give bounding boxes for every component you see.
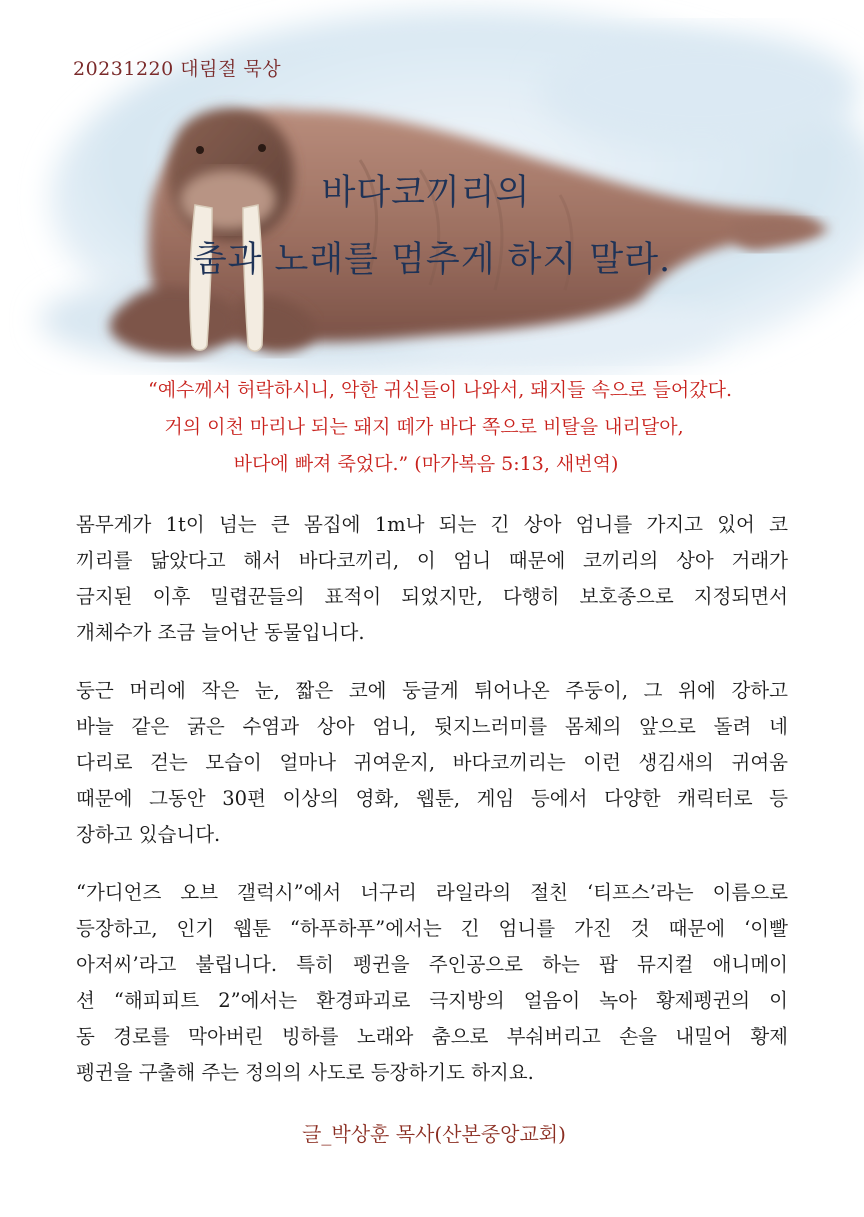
paragraph-line: 다리로 걷는 모습이 얼마나 귀여운지, 바다코끼리는 이런 생김새의 귀여움 <box>76 751 788 774</box>
paragraph-line: 등장하고, 인기 웹툰 “하푸하푸”에서는 긴 엄니를 가진 것 때문에 ‘이빨 <box>76 917 788 940</box>
paragraph-line: 동 경로를 막아버린 빙하를 노래와 춤으로 부숴버리고 손을 내밀어 황제 <box>76 1025 788 1048</box>
paragraph-line: 둥근 머리에 작은 눈, 짧은 코에 둥글게 튀어나온 주둥이, 그 위에 강하고 <box>76 679 788 702</box>
paragraph-line: 몸무게가 1t이 넘는 큰 몸집에 1m나 되는 긴 상아 엄니를 가지고 있어 코 <box>76 513 788 536</box>
paragraph-1 <box>76 507 788 651</box>
title-line-2: 춤과 노래를 멈추게 하지 말라. <box>192 240 672 280</box>
verse-reference: (마가복음 5:13, 새번역) <box>408 453 619 475</box>
verse-line-3 <box>0 449 858 476</box>
verse-line-2: 거의 이천 마리나 되는 돼지 떼가 바다 쪽으로 비탈을 내리달아, <box>164 416 684 438</box>
paragraph-line: “가디언즈 오브 갤럭시”에서 너구리 라일라의 절친 ‘티프스’라는 이름으로 <box>76 881 788 904</box>
verse-line-1: “예수께서 허락하시니, 악한 귀신들이 나와서, 돼지들 속으로 들어갔다. <box>147 379 733 401</box>
paragraph-line: 바늘 같은 굵은 수염과 상아 엄니, 뒷지느러미를 몸체의 앞으로 돌려 네 <box>76 715 788 738</box>
title-line-1: 바다코끼리의 <box>321 173 531 213</box>
paragraph-line: 펭귄을 구출해 주는 정의의 사도로 등장하기도 하지요. <box>76 1061 534 1084</box>
verse-text: 바다에 빠져 죽었다.” <box>233 453 409 475</box>
paragraph-line: 개체수가 조금 늘어난 동물입니다. <box>76 621 365 644</box>
paragraph-line: 아저씨’라고 불립니다. 특히 펭귄을 주인공으로 하는 팝 뮤지컬 애니메이 <box>76 953 788 976</box>
paragraph-line: 금지된 이후 밀렵꾼들의 표적이 되었지만, 다행히 보호종으로 지정되면서 <box>76 585 788 608</box>
date-label: 20231220 대림절 묵상 <box>73 58 282 80</box>
author-signature: 글_박상훈 목사(산본중앙교회) <box>302 1122 566 1146</box>
paragraph-3 <box>76 875 788 1091</box>
paragraph-line: 끼리를 닮았다고 해서 바다코끼리, 이 엄니 때문에 코끼리의 상아 거래가 <box>76 549 788 572</box>
paragraph-line: 션 “해피피트 2”에서는 환경파괴로 극지방의 얼음이 녹아 황제펭귄의 이 <box>76 989 788 1012</box>
paragraph-2 <box>76 673 788 853</box>
paragraph-line: 때문에 그동안 30편 이상의 영화, 웹툰, 게임 등에서 다양한 캐릭터로 등 <box>76 787 788 810</box>
paragraph-line: 장하고 있습니다. <box>76 823 221 846</box>
